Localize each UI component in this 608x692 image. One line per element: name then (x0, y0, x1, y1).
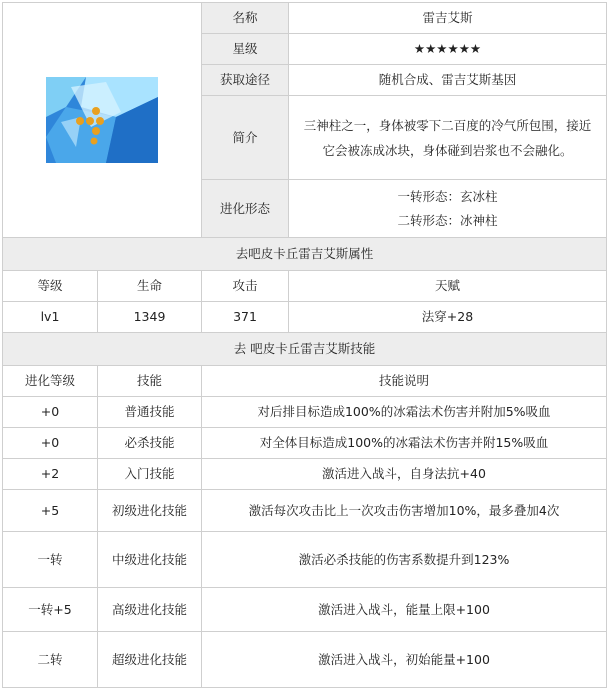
intro-label: 简介 (202, 96, 289, 180)
attr-header: 天赋 (289, 271, 607, 302)
attr-talent: 法穿+28 (289, 302, 607, 333)
attributes-header-row (3, 271, 607, 302)
skill-name: 中级进化技能 (98, 532, 202, 588)
skill-name: 高级进化技能 (98, 588, 202, 632)
skill-desc: 激活必杀技能的伤害系数提升到123% (202, 532, 607, 588)
skill-desc: 对后排目标造成100%的冰霜法术伤害并附加5%吸血 (202, 397, 607, 428)
skill-name: 初级进化技能 (98, 490, 202, 532)
skill-level: +5 (3, 490, 98, 532)
regice-icon (46, 77, 158, 163)
name-label: 名称 (202, 3, 289, 34)
skill-level: +0 (3, 428, 98, 459)
evo-form-2: 二转形态：冰神柱 (397, 212, 498, 228)
table-row (3, 397, 607, 428)
skill-name: 必杀技能 (98, 428, 202, 459)
table-row (3, 428, 607, 459)
table-row (3, 490, 607, 532)
skill-header: 技能说明 (202, 366, 607, 397)
skill-name: 入门技能 (98, 459, 202, 490)
table-row (3, 588, 607, 632)
attr-attack: 371 (202, 302, 289, 333)
attr-header: 等级 (3, 271, 98, 302)
skill-desc: 激活每次攻击比上一次攻击伤害增加10%，最多叠加4次 (202, 490, 607, 532)
pokemon-info-table (2, 2, 607, 688)
skill-level: 二转 (3, 632, 98, 688)
skills-header-row (3, 366, 607, 397)
skill-desc: 激活进入战斗，能量上限+100 (202, 588, 607, 632)
skill-name: 超级进化技能 (98, 632, 202, 688)
portrait-cell (3, 3, 202, 238)
skill-desc: 激活进入战斗，初始能量+100 (202, 632, 607, 688)
skill-level: +0 (3, 397, 98, 428)
skill-level: 一转+5 (3, 588, 98, 632)
source-label: 获取途径 (202, 65, 289, 96)
star-label: 星级 (202, 34, 289, 65)
intro-value: 三神柱之一，身体被零下二百度的冷气所包围，接近它会被冻成冰块，身体碰到岩浆也不会融化。 (289, 96, 607, 180)
evo-label: 进化形态 (202, 180, 289, 238)
table-row (3, 632, 607, 688)
skill-name: 普通技能 (98, 397, 202, 428)
skill-level: 一转 (3, 532, 98, 588)
attributes-title: 去吧皮卡丘雷吉艾斯属性 (3, 238, 607, 271)
skill-header: 技能 (98, 366, 202, 397)
skill-level: +2 (3, 459, 98, 490)
evo-form-1: 一转形态：玄冰柱 (397, 188, 498, 204)
skills-title: 去 吧皮卡丘雷吉艾斯技能 (3, 333, 607, 366)
skill-header: 进化等级 (3, 366, 98, 397)
table-row (3, 532, 607, 588)
name-value: 雷吉艾斯 (289, 3, 607, 34)
skill-desc: 激活进入战斗，自身法抗+40 (202, 459, 607, 490)
attr-hp: 1349 (98, 302, 202, 333)
star-value: ★★★★★★ (289, 34, 607, 65)
table-row (3, 459, 607, 490)
attr-header: 攻击 (202, 271, 289, 302)
skill-desc: 对全体目标造成100%的冰霜法术伤害并附15%吸血 (202, 428, 607, 459)
attr-header: 生命 (98, 271, 202, 302)
source-value: 随机合成、雷吉艾斯基因 (289, 65, 607, 96)
attributes-row (3, 302, 607, 333)
evo-value (289, 180, 607, 238)
attr-level: lv1 (3, 302, 98, 333)
